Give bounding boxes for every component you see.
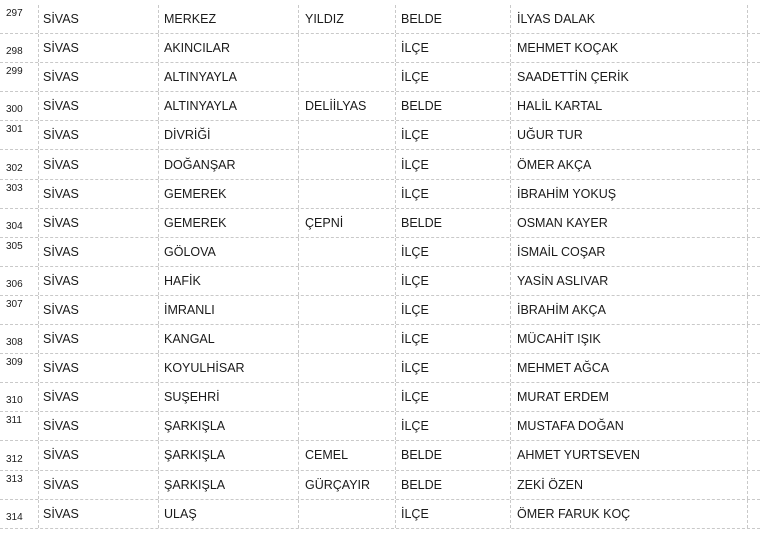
candidate-name-cell[interactable]: SAADETTİN ÇERİK (510, 63, 748, 91)
province-cell[interactable]: SİVAS (38, 267, 158, 295)
type-cell[interactable]: İLÇE (395, 325, 510, 353)
district-cell[interactable]: DİVRİĞİ (158, 121, 298, 149)
province-cell[interactable]: SİVAS (38, 296, 158, 324)
candidate-name-cell[interactable]: MÜCAHİT IŞIK (510, 325, 748, 353)
type-cell[interactable]: İLÇE (395, 121, 510, 149)
town-cell[interactable] (298, 383, 395, 411)
province-cell[interactable]: SİVAS (38, 325, 158, 353)
type-cell[interactable]: İLÇE (395, 267, 510, 295)
candidate-name-cell[interactable]: MUSTAFA DOĞAN (510, 412, 748, 440)
type-cell[interactable]: İLÇE (395, 500, 510, 528)
candidate-name-cell[interactable]: İBRAHİM AKÇA (510, 296, 748, 324)
type-cell[interactable]: BELDE (395, 209, 510, 237)
province-cell[interactable]: SİVAS (38, 354, 158, 382)
table-row (0, 383, 760, 412)
town-cell[interactable] (298, 121, 395, 149)
candidate-name-cell[interactable]: ÖMER AKÇA (510, 150, 748, 178)
row-number-cell: 297 (6, 8, 23, 19)
table-row (0, 5, 760, 34)
table-row (0, 441, 760, 470)
town-cell[interactable] (298, 238, 395, 266)
type-cell[interactable]: BELDE (395, 5, 510, 33)
table-row (0, 63, 760, 92)
type-cell[interactable]: İLÇE (395, 238, 510, 266)
town-cell[interactable]: ÇEPNİ (298, 209, 395, 237)
row-number-cell: 303 (6, 182, 23, 194)
province-cell[interactable]: SİVAS (38, 121, 158, 149)
type-cell[interactable]: BELDE (395, 441, 510, 469)
table-row (0, 325, 760, 354)
district-cell[interactable]: AKINCILAR (158, 34, 298, 62)
row-number-cell: 301 (6, 124, 23, 136)
candidate-name-cell[interactable]: MURAT ERDEM (510, 383, 748, 411)
table-row (0, 238, 760, 267)
town-cell[interactable] (298, 150, 395, 178)
candidate-name-cell[interactable]: ZEKİ ÖZEN (510, 471, 748, 499)
province-cell[interactable]: SİVAS (38, 63, 158, 91)
table-row (0, 412, 760, 441)
district-cell[interactable]: GEMEREK (158, 209, 298, 237)
district-cell[interactable]: KOYULHİSAR (158, 354, 298, 382)
district-cell[interactable]: İMRANLI (158, 296, 298, 324)
table-row (0, 34, 760, 63)
table-row (0, 209, 760, 238)
district-cell[interactable]: GÖLOVA (158, 238, 298, 266)
type-cell[interactable]: İLÇE (395, 412, 510, 440)
type-cell[interactable]: BELDE (395, 471, 510, 499)
province-cell[interactable]: SİVAS (38, 180, 158, 208)
type-cell[interactable]: BELDE (395, 92, 510, 120)
town-cell[interactable] (298, 325, 395, 353)
district-cell[interactable]: ALTINYAYLA (158, 92, 298, 120)
type-cell[interactable]: İLÇE (395, 180, 510, 208)
district-cell[interactable]: HAFİK (158, 267, 298, 295)
district-cell[interactable]: GEMEREK (158, 180, 298, 208)
town-cell[interactable] (298, 63, 395, 91)
row-number-cell: 308 (6, 337, 23, 349)
town-cell[interactable] (298, 412, 395, 440)
province-cell[interactable]: SİVAS (38, 412, 158, 440)
town-cell[interactable]: CEMEL (298, 441, 395, 469)
candidate-name-cell[interactable]: UĞUR TUR (510, 121, 748, 149)
table-row (0, 471, 760, 500)
row-number-cell: 304 (6, 220, 23, 232)
district-cell[interactable]: MERKEZ (158, 5, 298, 33)
type-cell[interactable]: İLÇE (395, 354, 510, 382)
table-row (0, 296, 760, 325)
row-number-cell: 298 (6, 46, 23, 58)
row-number-cell: 307 (6, 298, 23, 310)
row-number-cell: 314 (6, 511, 23, 523)
row-number-cell: 305 (6, 240, 23, 252)
province-cell[interactable]: SİVAS (38, 34, 158, 62)
province-cell[interactable]: SİVAS (38, 441, 158, 469)
candidate-name-cell[interactable]: OSMAN KAYER (510, 209, 748, 237)
province-cell[interactable]: SİVAS (38, 150, 158, 178)
district-cell[interactable]: DOĞANŞAR (158, 150, 298, 178)
candidate-name-cell[interactable]: İLYAS DALAK (510, 5, 748, 33)
province-cell[interactable]: SİVAS (38, 238, 158, 266)
district-cell[interactable]: ALTINYAYLA (158, 63, 298, 91)
district-cell[interactable]: ŞARKIŞLA (158, 412, 298, 440)
district-cell[interactable]: ULAŞ (158, 500, 298, 528)
town-cell[interactable]: GÜRÇAYIR (298, 471, 395, 499)
row-number-cell: 310 (6, 395, 23, 407)
table-row (0, 92, 760, 121)
row-number-cell: 312 (6, 453, 23, 465)
district-cell[interactable]: SUŞEHRİ (158, 383, 298, 411)
type-cell[interactable]: İLÇE (395, 34, 510, 62)
candidate-name-cell[interactable]: AHMET YURTSEVEN (510, 441, 748, 469)
table-row (0, 121, 760, 150)
row-number-cell: 299 (6, 66, 23, 78)
candidate-name-cell[interactable]: YASİN ASLIVAR (510, 267, 748, 295)
table-body (0, 5, 760, 529)
spreadsheet-table (0, 5, 760, 529)
candidate-name-cell[interactable]: HALİL KARTAL (510, 92, 748, 120)
town-cell[interactable] (298, 34, 395, 62)
type-cell[interactable]: İLÇE (395, 63, 510, 91)
town-cell[interactable] (298, 500, 395, 528)
district-cell[interactable]: ŞARKIŞLA (158, 441, 298, 469)
candidate-name-cell[interactable]: İSMAİL COŞAR (510, 238, 748, 266)
province-cell[interactable]: SİVAS (38, 471, 158, 499)
candidate-name-cell[interactable]: ÖMER FARUK KOÇ (510, 500, 748, 528)
district-cell[interactable]: ŞARKIŞLA (158, 471, 298, 499)
district-cell[interactable]: KANGAL (158, 325, 298, 353)
province-cell[interactable]: SİVAS (38, 500, 158, 528)
type-cell[interactable]: İLÇE (395, 383, 510, 411)
row-number-cell: 311 (6, 415, 22, 427)
table-row (0, 180, 760, 209)
table-row (0, 500, 760, 529)
type-cell[interactable]: İLÇE (395, 296, 510, 324)
table-row (0, 354, 760, 383)
town-cell[interactable] (298, 180, 395, 208)
province-cell[interactable]: SİVAS (38, 209, 158, 237)
candidate-name-cell[interactable]: İBRAHİM YOKUŞ (510, 180, 748, 208)
type-cell[interactable]: İLÇE (395, 150, 510, 178)
row-number-cell: 309 (6, 357, 23, 369)
town-cell[interactable] (298, 354, 395, 382)
table-row (0, 267, 760, 296)
candidate-name-cell[interactable]: MEHMET KOÇAK (510, 34, 748, 62)
province-cell[interactable]: SİVAS (38, 92, 158, 120)
town-cell[interactable] (298, 296, 395, 324)
town-cell[interactable] (298, 267, 395, 295)
row-number-cell: 313 (6, 473, 23, 485)
table-row (0, 150, 760, 179)
row-number-cell: 306 (6, 278, 23, 290)
town-cell[interactable]: DELİİLYAS (298, 92, 395, 120)
town-cell[interactable]: YILDIZ (298, 5, 395, 33)
province-cell[interactable]: SİVAS (38, 5, 158, 33)
row-number-cell: 300 (6, 104, 23, 116)
province-cell[interactable]: SİVAS (38, 383, 158, 411)
row-number-cell: 302 (6, 162, 23, 174)
candidate-name-cell[interactable]: MEHMET AĞCA (510, 354, 748, 382)
